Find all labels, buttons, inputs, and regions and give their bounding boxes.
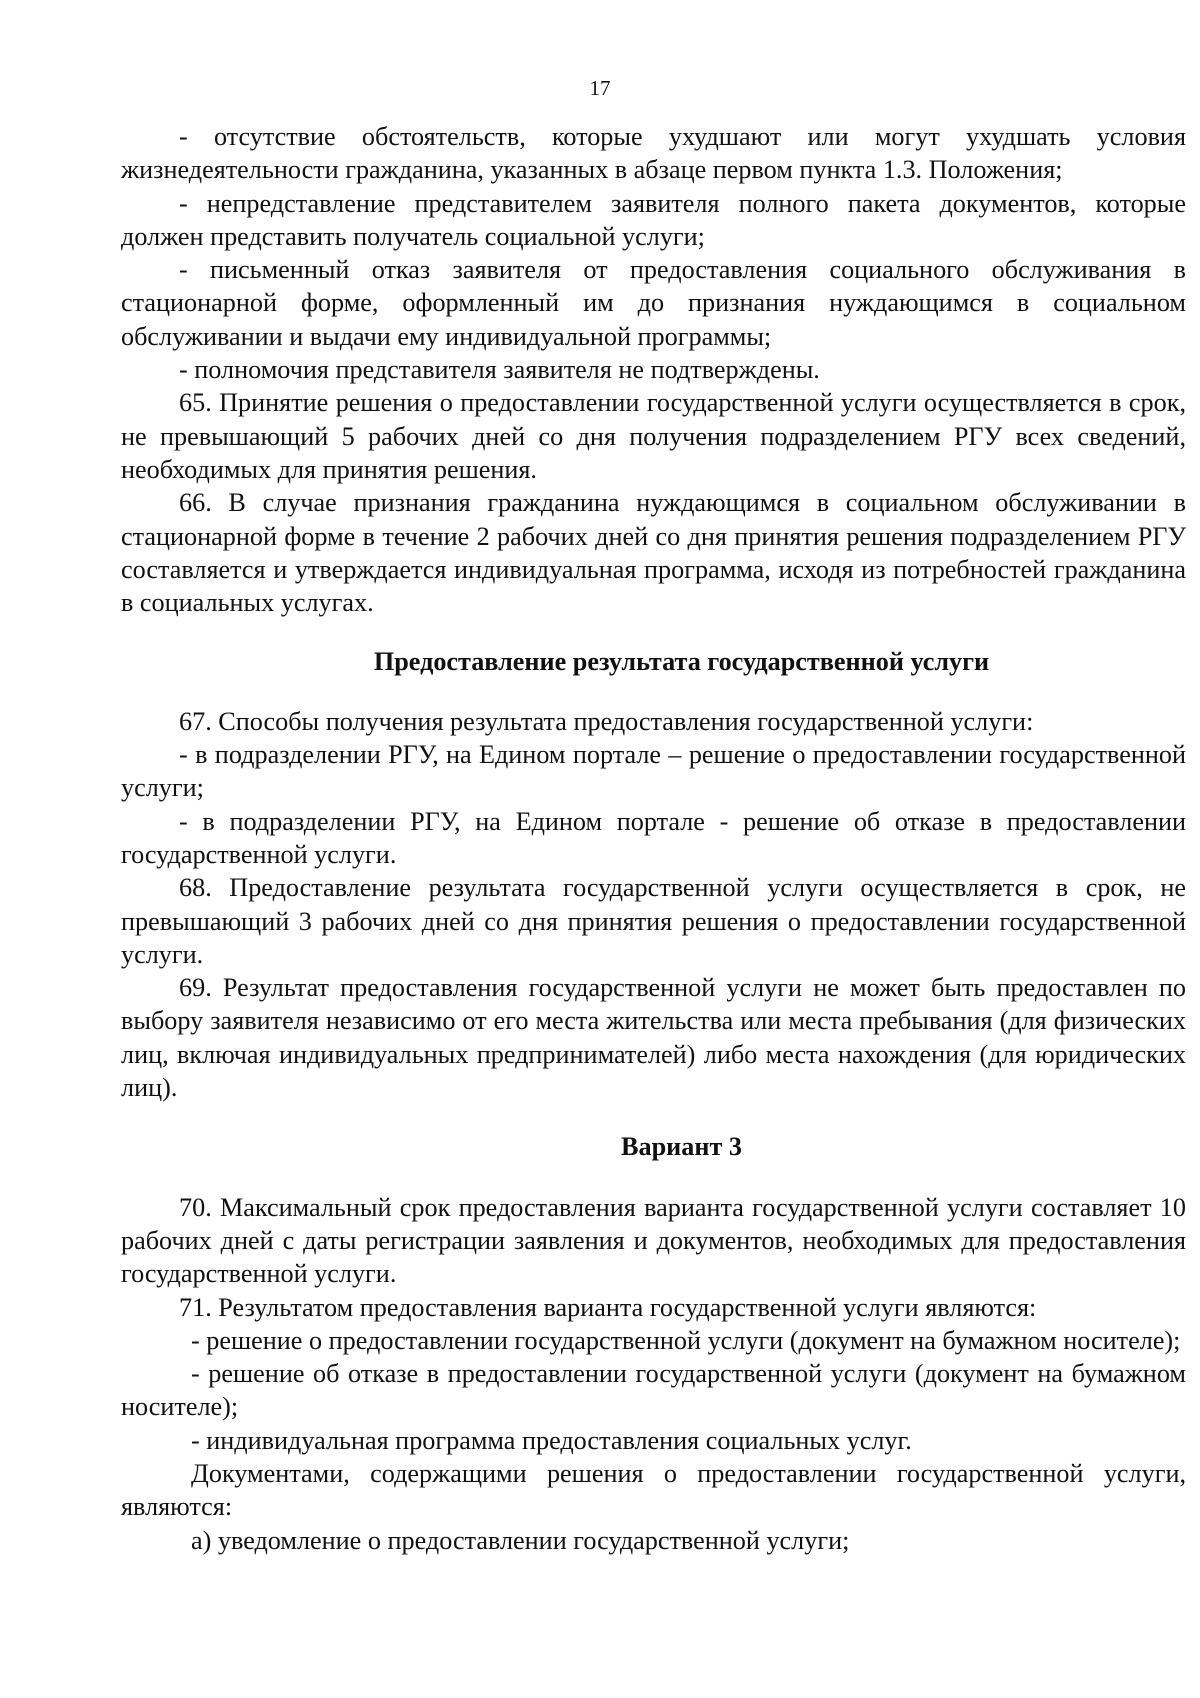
section-heading-result: Предоставление результата государственной услуги xyxy=(373,647,990,677)
paragraph: а) уведомление о предоставлении государственной услуги; xyxy=(191,1525,850,1555)
paragraph: - в подразделении РГУ, на Едином портале – решение о предоставлении государственной услуги; xyxy=(121,740,1186,803)
page-number: 17 xyxy=(589,76,611,100)
paragraph-68: 68. Предоставление результата государственной услуги осуществляется в срок, не превышающий 3 рабочих дней со дня принятия решения о предоставлении государственной услуги. xyxy=(121,873,1186,969)
document-body xyxy=(121,120,1186,1557)
paragraph-67: 67. Способы получения результата предоставления государственной услуги: xyxy=(179,706,1034,736)
paragraph: - решение об отказе в предоставлении государственной услуги (документ на бумажном носителе); xyxy=(121,1359,1186,1422)
paragraph: - решение о предоставлении государственной услуги (документ на бумажном носителе); xyxy=(191,1325,1181,1355)
paragraph-69: 69. Результат предоставления государственной услуги не может быть предоставлен по выбору заявителя независимо от его места жительства или места пребывания (для физических лиц, включая индивидуальных предпринимателей) либо места нахождения (для юридических лиц). xyxy=(121,973,1186,1103)
paragraph-65: 65. Принятие решения о предоставлении государственной услуги осуществляется в срок, не превышающий 5 рабочих дней со дня получения подразделением РГУ всех сведений, необходимых для принятия решения. xyxy=(121,388,1186,484)
paragraph-71: 71. Результатом предоставления варианта государственной услуги являются: xyxy=(179,1292,1037,1322)
section-heading-variant-3: Вариант 3 xyxy=(621,1132,742,1162)
paragraph-70: 70. Максимальный срок предоставления варианта государственной услуги составляет 10 рабочих дней с даты регистрации заявления и документов, необходимых для предоставления государственной услуги. xyxy=(121,1192,1186,1289)
paragraph-66: 66. В случае признания гражданина нуждающимся в социальном обслуживании в стационарной форме в течение 2 рабочих дней со дня принятия решения подразделением РГУ составляется и утверждается индивидуальная программа, исходя из потребностей гражданина в социальных услугах. xyxy=(121,488,1186,618)
paragraph: - отсутствие обстоятельств, которые ухудшают или могут ухудшать условия жизнедеятельности гражданина, указанных в абзаце первом пункта 1.3. Положения; xyxy=(121,122,1186,185)
paragraph: - индивидуальная программа предоставления социальных услуг. xyxy=(191,1425,912,1455)
paragraph: Документами, содержащими решения о предоставлении государственной услуги, являются: xyxy=(121,1458,1186,1522)
paragraph: - письменный отказ заявителя от предоставления социального обслуживания в стационарной форме, оформленный им до признания нуждающимся в социальном обслуживании и выдачи ему индивидуальной программы; xyxy=(121,255,1186,351)
paragraph: - непредставление представителем заявителя полного пакета документов, которые должен представить получатель социальной услуги; xyxy=(121,188,1186,251)
paragraph: - в подразделении РГУ, на Едином портале - решение об отказе в предоставлении государственной услуги. xyxy=(121,806,1186,869)
paragraph: - полномочия представителя заявителя не подтверждены. xyxy=(179,355,820,385)
